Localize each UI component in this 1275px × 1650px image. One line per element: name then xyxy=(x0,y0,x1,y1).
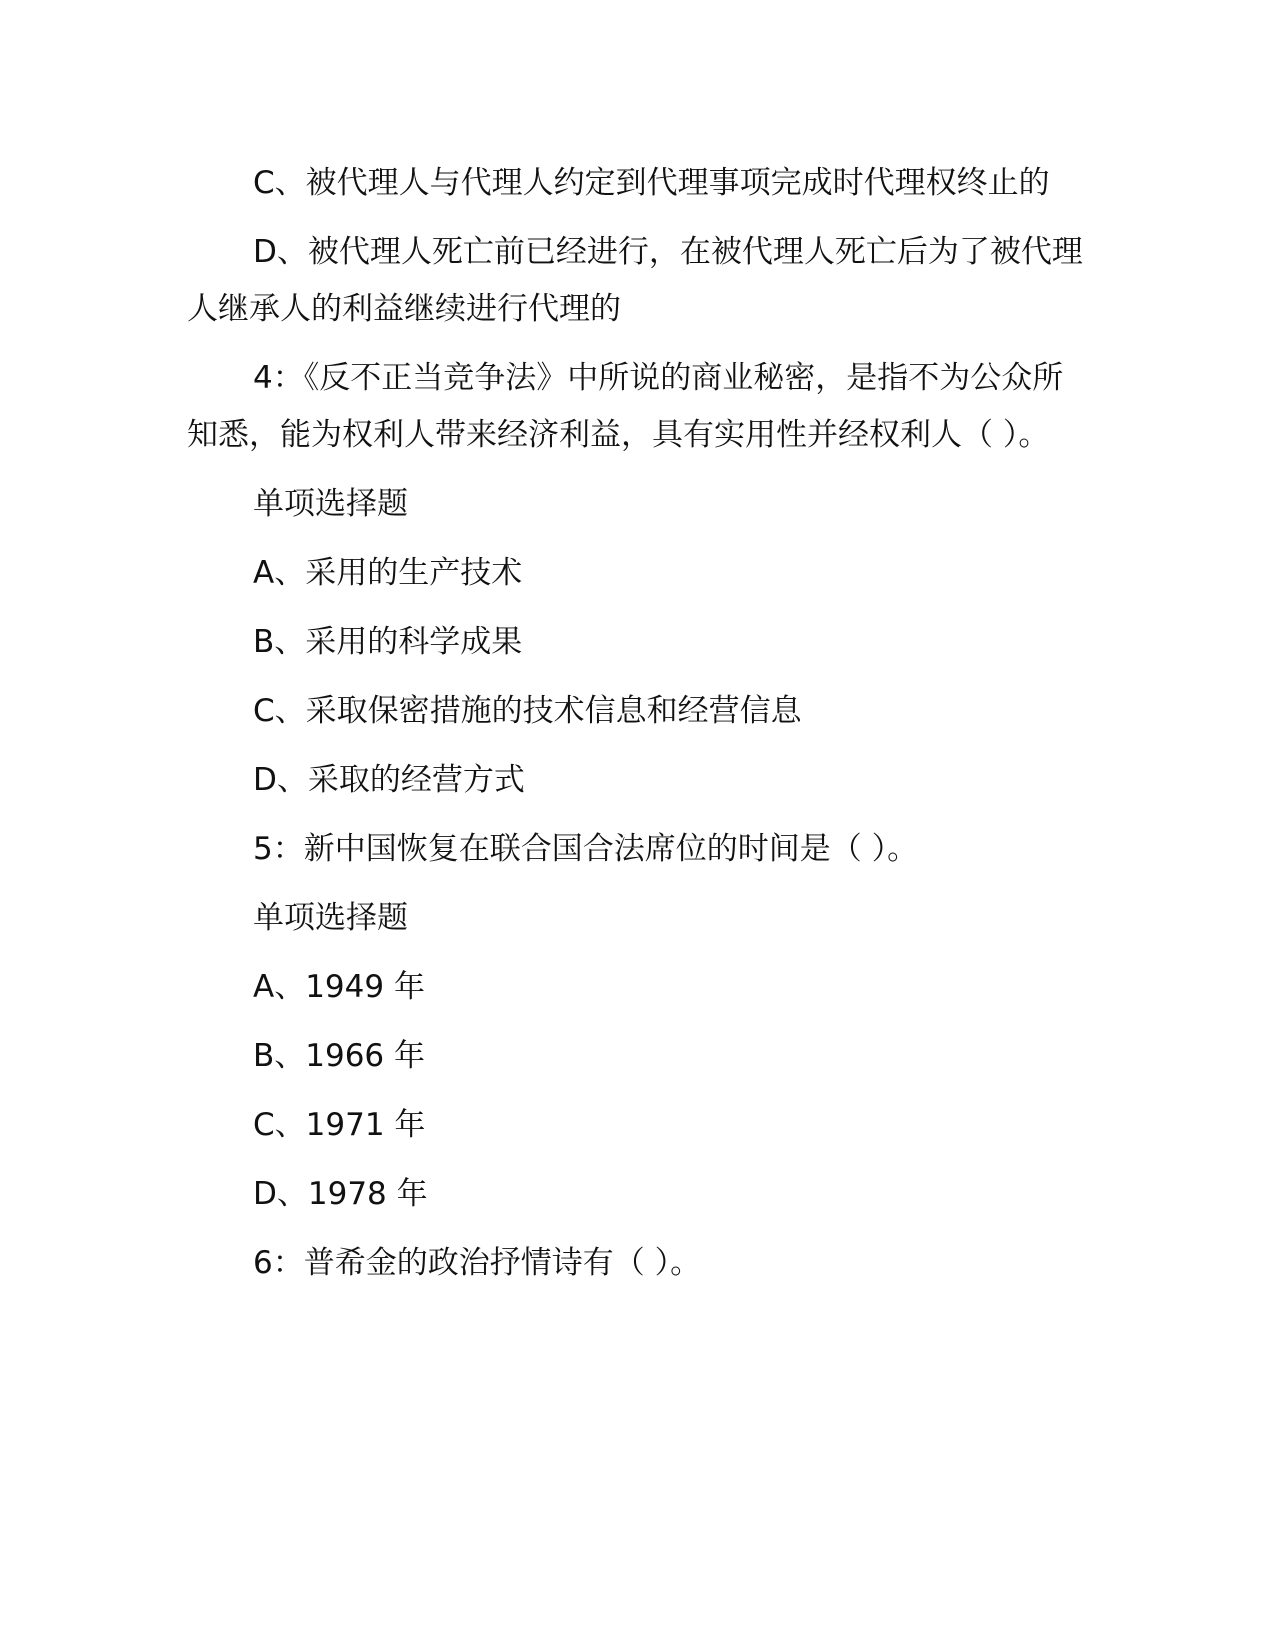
option-a-q5: A、1949 年 xyxy=(253,969,425,1005)
option-d-q5: D、1978 年 xyxy=(253,1176,428,1212)
option-c-q3: C、被代理人与代理人约定到代理事项完成时代理权终止的 xyxy=(253,165,1050,201)
option-d-q4: D、采取的经营方式 xyxy=(253,762,525,798)
question-6: 6：普希金的政治抒情诗有（ ）。 xyxy=(253,1245,702,1281)
question-4-type: 单项选择题 xyxy=(253,486,408,522)
question-4: 4：《反不正当竞争法》中所说的商业秘密，是指不为公众所知悉，能为权利人带来经济利益，具有实用性并经权利人（ ）。 xyxy=(187,360,1064,453)
question-5: 5：新中国恢复在联合国合法席位的时间是（ ）。 xyxy=(253,831,919,867)
option-d-q3: D、被代理人死亡前已经进行，在被代理人死亡后为了被代理人继承人的利益继续进行代理的 xyxy=(187,234,1083,327)
option-c-q5: C、1971 年 xyxy=(253,1107,426,1143)
option-a-q4: A、采用的生产技术 xyxy=(253,555,523,591)
question-5-type: 单项选择题 xyxy=(253,900,408,936)
document-body xyxy=(187,155,1087,1304)
option-b-q5: B、1966 年 xyxy=(253,1038,426,1074)
option-c-q4: C、采取保密措施的技术信息和经营信息 xyxy=(253,693,802,729)
option-b-q4: B、采用的科学成果 xyxy=(253,624,523,660)
